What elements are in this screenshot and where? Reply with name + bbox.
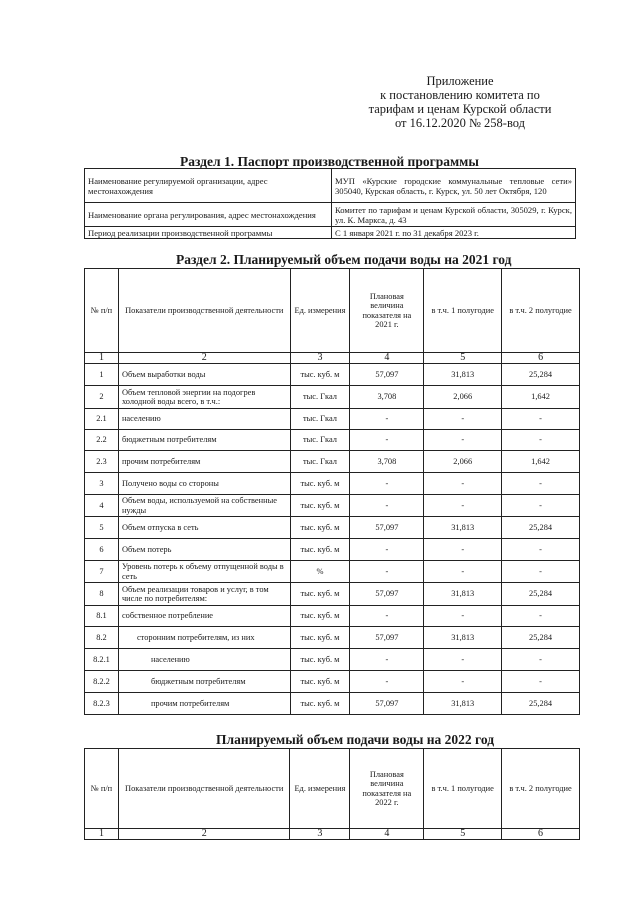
header-plan: Плановая величина показателя на 2021 г. [350, 269, 424, 353]
row-plan: - [350, 539, 424, 561]
passport-table [84, 168, 576, 239]
table-row [85, 606, 580, 627]
table-row [85, 386, 580, 409]
row-half2: - [502, 561, 580, 583]
row-indicator: населению [118, 649, 290, 671]
row-half1: 2,066 [424, 451, 502, 473]
row-unit: тыс. куб. м [290, 693, 350, 715]
row-unit: тыс. куб. м [290, 517, 350, 539]
header-indicator: Показатели производственной деятельности [118, 749, 290, 829]
row-indicator: собственное потребление [118, 606, 290, 627]
row-unit: тыс. Гкал [290, 386, 350, 409]
row-plan: - [350, 495, 424, 517]
row-unit: тыс. куб. м [290, 473, 350, 495]
col-number: 3 [290, 353, 350, 364]
table-row [85, 627, 580, 649]
header-num: № п/п [85, 269, 119, 353]
row-plan: - [350, 473, 424, 495]
passport-value: Комитет по тарифам и ценам Курской области, 305029, г. Курск, ул. К. Маркса, д. 43 [332, 203, 576, 227]
col-number: 5 [424, 353, 502, 364]
table-row [85, 649, 580, 671]
appendix-line-2: к постановлению комитета по [380, 88, 540, 102]
col-number: 6 [502, 353, 580, 364]
row-unit: тыс. куб. м [290, 364, 350, 386]
row-indicator: Объем реализации товаров и услуг, в том числе по потребителям: [118, 583, 290, 606]
row-number: 5 [85, 517, 119, 539]
row-half1: - [424, 671, 502, 693]
row-half2: - [502, 649, 580, 671]
row-half2: - [502, 671, 580, 693]
row-unit: тыс. Гкал [290, 409, 350, 430]
row-plan: - [350, 409, 424, 430]
row-indicator: Получено воды со стороны [118, 473, 290, 495]
row-number: 7 [85, 561, 119, 583]
row-half1: 31,813 [424, 693, 502, 715]
row-unit: тыс. куб. м [290, 606, 350, 627]
row-half2: - [502, 606, 580, 627]
row-indicator: Уровень потерь к объему отпущенной воды в сеть [118, 561, 290, 583]
header-half2: в т.ч. 2 полугодие [502, 749, 580, 829]
table-row [85, 495, 580, 517]
row-number: 8 [85, 583, 119, 606]
col-number: 2 [118, 353, 290, 364]
row-indicator: бюджетным потребителям [118, 671, 290, 693]
table-row [85, 364, 580, 386]
row-half1: - [424, 539, 502, 561]
row-plan: 3,708 [350, 386, 424, 409]
appendix-line-3: тарифам и ценам Курской области [368, 102, 552, 116]
table-row [85, 409, 580, 430]
row-plan: 57,097 [350, 627, 424, 649]
row-half1: 31,813 [424, 364, 502, 386]
row-unit: тыс. Гкал [290, 430, 350, 451]
table-header-row [85, 269, 580, 353]
row-number: 8.2.2 [85, 671, 119, 693]
section2-title: Раздел 2. Планируемый объем подачи воды на 2021 год [176, 252, 512, 267]
row-number: 2 [85, 386, 119, 409]
row-number: 2.1 [85, 409, 119, 430]
table-row [85, 517, 580, 539]
col-number: 1 [85, 353, 119, 364]
passport-row [85, 227, 576, 239]
column-numbers-row [85, 829, 580, 840]
column-numbers-row [85, 353, 580, 364]
passport-row [85, 203, 576, 227]
row-half2: 25,284 [502, 517, 580, 539]
table-row [85, 693, 580, 715]
col-number: 4 [350, 353, 424, 364]
plan-2021-table [84, 268, 580, 715]
passport-label: Период реализации производственной программы [85, 227, 332, 239]
header-unit: Ед. измерения [290, 749, 350, 829]
row-number: 8.1 [85, 606, 119, 627]
passport-row [85, 169, 576, 203]
header-indicator: Показатели производственной деятельности [118, 269, 290, 353]
row-half2: - [502, 539, 580, 561]
row-plan: - [350, 671, 424, 693]
row-number: 8.2 [85, 627, 119, 649]
passport-value: МУП «Курские городские коммунальные тепловые сети» 305040, Курская область, г. Курск, ул. 50 лет Октября, 120 [332, 169, 576, 203]
row-half1: 31,813 [424, 517, 502, 539]
row-plan: 57,097 [350, 517, 424, 539]
row-half1: - [424, 430, 502, 451]
row-unit: тыс. куб. м [290, 583, 350, 606]
row-plan: - [350, 561, 424, 583]
row-plan: 3,708 [350, 451, 424, 473]
row-half1: 31,813 [424, 627, 502, 649]
table-row [85, 451, 580, 473]
row-unit: тыс. куб. м [290, 649, 350, 671]
row-unit: тыс. куб. м [290, 671, 350, 693]
col-number: 3 [290, 829, 350, 840]
col-number: 2 [118, 829, 290, 840]
row-indicator: Объем потерь [118, 539, 290, 561]
row-plan: 57,097 [350, 364, 424, 386]
row-plan: - [350, 430, 424, 451]
appendix-block [340, 74, 580, 130]
col-number: 4 [350, 829, 424, 840]
row-indicator: Объем воды, используемой на собственные нужды [118, 495, 290, 517]
table-row [85, 473, 580, 495]
header-half1: в т.ч. 1 полугодие [424, 749, 502, 829]
row-indicator: прочим потребителям [118, 693, 290, 715]
row-half1: - [424, 649, 502, 671]
row-number: 2.2 [85, 430, 119, 451]
table-row [85, 430, 580, 451]
appendix-line-4: от 16.12.2020 № 258-вод [394, 116, 526, 130]
row-half2: - [502, 430, 580, 451]
row-half2: - [502, 495, 580, 517]
row-unit: тыс. куб. м [290, 495, 350, 517]
header-plan: Плановая величина показателя на 2022 г. [350, 749, 424, 829]
row-indicator: сторонним потребителям, из них [118, 627, 290, 649]
plan-2022-table [84, 748, 580, 840]
table-row [85, 561, 580, 583]
header-half2: в т.ч. 2 полугодие [502, 269, 580, 353]
passport-label: Наименование органа регулирования, адрес местонахождения [85, 203, 332, 227]
row-unit: тыс. Гкал [290, 451, 350, 473]
row-number: 2.3 [85, 451, 119, 473]
row-number: 6 [85, 539, 119, 561]
header-unit: Ед. измерения [290, 269, 350, 353]
row-half1: 2,066 [424, 386, 502, 409]
row-indicator: Объем выработки воды [118, 364, 290, 386]
row-half2: 25,284 [502, 364, 580, 386]
table-row [85, 583, 580, 606]
row-half1: - [424, 606, 502, 627]
row-indicator: прочим потребителям [118, 451, 290, 473]
row-half2: 1,642 [502, 451, 580, 473]
row-number: 8.2.1 [85, 649, 119, 671]
section1-title: Раздел 1. Паспорт производственной программы [180, 154, 479, 169]
col-number: 6 [502, 829, 580, 840]
row-half2: 25,284 [502, 693, 580, 715]
row-half2: - [502, 473, 580, 495]
row-half2: 25,284 [502, 583, 580, 606]
col-number: 1 [85, 829, 119, 840]
header-num: № п/п [85, 749, 119, 829]
appendix-line-1: Приложение [426, 74, 494, 88]
row-half2: 1,642 [502, 386, 580, 409]
row-indicator: населению [118, 409, 290, 430]
header-half1: в т.ч. 1 полугодие [424, 269, 502, 353]
row-number: 1 [85, 364, 119, 386]
row-unit: % [290, 561, 350, 583]
row-plan: 57,097 [350, 583, 424, 606]
row-plan: - [350, 649, 424, 671]
row-number: 3 [85, 473, 119, 495]
row-half1: - [424, 495, 502, 517]
row-half1: 31,813 [424, 583, 502, 606]
row-unit: тыс. куб. м [290, 539, 350, 561]
row-half2: - [502, 409, 580, 430]
table-row [85, 671, 580, 693]
section3-title: Планируемый объем подачи воды на 2022 год [216, 732, 495, 747]
row-half1: - [424, 409, 502, 430]
table-header-row [85, 749, 580, 829]
row-number: 8.2.3 [85, 693, 119, 715]
row-number: 4 [85, 495, 119, 517]
row-unit: тыс. куб. м [290, 627, 350, 649]
passport-value: С 1 января 2021 г. по 31 декабря 2023 г. [332, 227, 576, 239]
row-half2: 25,284 [502, 627, 580, 649]
row-indicator: Объем отпуска в сеть [118, 517, 290, 539]
row-half1: - [424, 473, 502, 495]
plan-2021-body [85, 364, 580, 715]
row-plan: 57,097 [350, 693, 424, 715]
table-row [85, 539, 580, 561]
row-plan: - [350, 606, 424, 627]
row-indicator: Объем тепловой энергии на подогрев холодной воды всего, в т.ч.: [118, 386, 290, 409]
col-number: 5 [424, 829, 502, 840]
row-half1: - [424, 561, 502, 583]
passport-label: Наименование регулируемой организации, адрес местонахождения [85, 169, 332, 203]
row-indicator: бюджетным потребителям [118, 430, 290, 451]
